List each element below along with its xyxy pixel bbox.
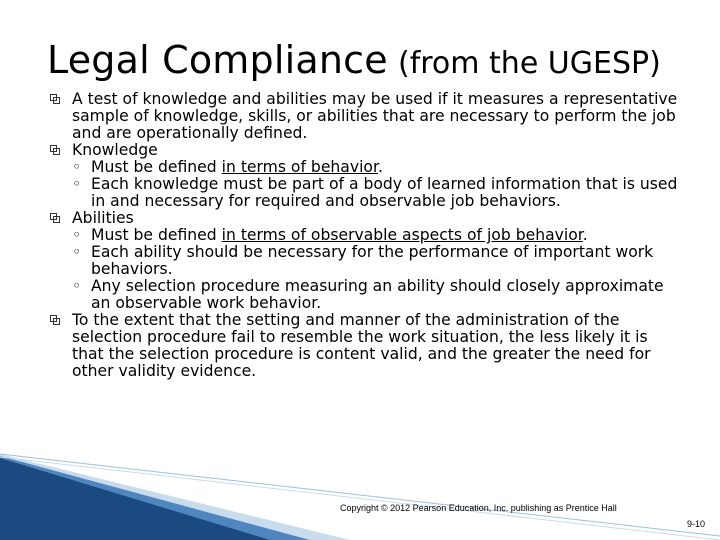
decorative-wedge <box>0 440 720 540</box>
sub-bullet-item <box>50 278 680 312</box>
sub-bullet-text-pre: Must be defined <box>91 226 222 244</box>
sub-bullet-underlined: in terms of observable aspects of job behavior <box>221 226 583 244</box>
sub-bullet-text: Any selection procedure measuring an ability should closely approximate an observable work behavior. <box>91 277 664 312</box>
sub-bullet-underlined: in terms of behavior <box>221 158 378 176</box>
sub-bullet-item <box>50 244 680 278</box>
square-bullet-icon <box>50 94 61 105</box>
sub-bullet-text-post: . <box>377 158 383 176</box>
circle-bullet-icon: ◦ <box>72 243 82 261</box>
square-bullet-icon <box>50 145 61 156</box>
title-main: Legal Compliance <box>47 38 388 82</box>
bullet-text: A test of knowledge and abilities may be used if it measures a representative sample of knowledge, skills, or abilities that are necessary to perform the job and are operationally defined. <box>72 90 678 142</box>
page-number: 9-10 <box>686 519 705 529</box>
sub-bullet-item <box>50 227 680 244</box>
title-parenthetical: (from the UGESP) <box>397 46 661 81</box>
slide-title <box>47 38 661 82</box>
sub-bullet-item <box>50 159 680 176</box>
bullet-item <box>50 91 680 142</box>
sub-bullet-text: Each knowledge must be part of a body of learned information that is used in and necessary for required and observable job behaviors. <box>91 175 678 210</box>
sub-bullet-text: Each ability should be necessary for the performance of important work behaviors. <box>91 243 654 278</box>
circle-bullet-icon: ◦ <box>72 175 82 193</box>
square-bullet-icon <box>50 213 61 224</box>
square-bullet-icon <box>50 315 61 326</box>
bullet-item <box>50 142 680 159</box>
bullet-item <box>50 312 680 380</box>
copyright-notice: Copyright © 2012 Pearson Education, Inc. publishing as Prentice Hall <box>340 503 617 513</box>
slide-body <box>50 91 680 380</box>
circle-bullet-icon: ◦ <box>72 158 82 176</box>
circle-bullet-icon: ◦ <box>72 277 82 295</box>
bullet-text: Knowledge <box>72 141 158 159</box>
sub-bullet-item <box>50 176 680 210</box>
bullet-item <box>50 210 680 227</box>
sub-bullet-text-post: . <box>582 226 588 244</box>
circle-bullet-icon: ◦ <box>72 226 82 244</box>
bullet-text: To the extent that the setting and manner of the administration of the selection procedure fail to resemble the work situation, the less likely it is that the selection procedure is content valid, and the greater the need for other validity evidence. <box>72 311 651 380</box>
bullet-text: Abilities <box>72 209 134 227</box>
sub-bullet-text-pre: Must be defined <box>91 158 222 176</box>
